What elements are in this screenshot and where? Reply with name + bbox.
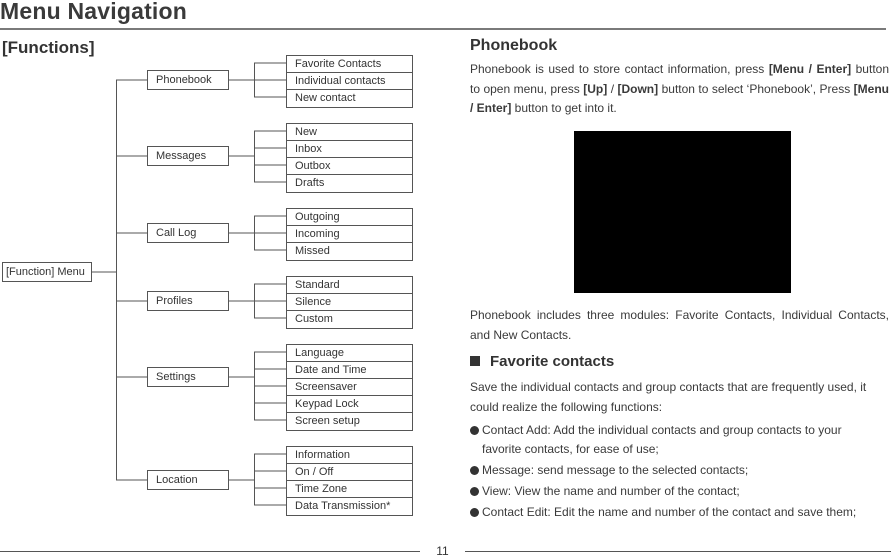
- menu-enter-key: [Menu / Enter]: [470, 81, 889, 115]
- category-phonebook: Phonebook: [147, 70, 229, 90]
- messages-submenu: [286, 123, 413, 193]
- down-key: [Down]: [617, 81, 659, 96]
- bullet-dot-icon: [470, 508, 479, 517]
- intro-text: /: [607, 81, 618, 96]
- list-item-text: Message: send message to the selected contacts;: [482, 463, 749, 477]
- phonebook-heading: Phonebook: [470, 37, 558, 54]
- location-submenu: [286, 446, 413, 516]
- submenu-item: Custom: [295, 313, 333, 325]
- list-item-text: Contact Edit: Edit the name and number of the contact and save them;: [482, 505, 857, 519]
- submenu-item: Drafts: [295, 177, 325, 189]
- submenu-item: Language: [287, 345, 412, 362]
- submenu-item: Favorite Contacts: [287, 56, 412, 73]
- footer-rule-left: [0, 551, 420, 552]
- submenu-item: Information: [287, 447, 412, 464]
- favorite-contacts-paragraph: Save the individual contacts and group contacts that are frequently used, it could realize the following functions:: [470, 380, 867, 414]
- submenu-item: New contact: [295, 92, 356, 104]
- intro-text: button to select ‘Phonebook’, Press: [658, 81, 854, 96]
- section-heading-text: Favorite contacts: [490, 353, 615, 370]
- list-item-text: View: View the name and number of the contact;: [482, 484, 740, 498]
- category-call-log: Call Log: [147, 223, 229, 243]
- footer-rule-right: [465, 551, 891, 552]
- phonebook-intro: [470, 60, 889, 119]
- submenu-item: Silence: [287, 294, 412, 311]
- intro-text: Phonebook is used to store contact information, press: [470, 62, 769, 76]
- bullet-dot-icon: [470, 466, 479, 475]
- list-item: [470, 482, 889, 501]
- bullet-dot-icon: [470, 487, 479, 496]
- list-item-continuation: favorite contacts, for ease of use;: [482, 442, 659, 456]
- submenu-item: Date and Time: [287, 362, 412, 379]
- root-function-menu: [Function] Menu: [2, 262, 92, 282]
- function-list: [470, 421, 889, 522]
- favorite-contacts-heading: [470, 353, 889, 370]
- submenu-item: Data Transmission*: [295, 500, 391, 512]
- category-profiles: Profiles: [147, 291, 229, 311]
- submenu-item: Keypad Lock: [287, 396, 412, 413]
- menu-enter-key: [Menu / Enter]: [768, 62, 852, 76]
- submenu-item: Individual contacts: [287, 73, 412, 90]
- call-log-submenu: [286, 208, 413, 261]
- page-number: 11: [436, 544, 449, 558]
- submenu-item: Missed: [295, 245, 330, 257]
- settings-submenu: [286, 344, 413, 431]
- intro-text: button to open menu, press: [470, 62, 890, 96]
- submenu-item: New: [287, 124, 412, 141]
- list-item-text: Contact Add: Add the individual contacts and group contacts to your: [482, 423, 842, 437]
- submenu-item: On / Off: [287, 464, 412, 481]
- modules-paragraph: Phonebook includes three modules: Favorite Contacts, Individual Contacts, and New Contacts.: [470, 308, 889, 342]
- list-item: [470, 503, 889, 522]
- device-screen-image: [574, 131, 791, 293]
- intro-text: button to get into it.: [511, 101, 617, 115]
- phonebook-submenu: [286, 55, 413, 108]
- profiles-submenu: [286, 276, 413, 329]
- bullet-dot-icon: [470, 426, 479, 435]
- submenu-item: Incoming: [287, 226, 412, 243]
- category-messages: Messages: [147, 146, 229, 166]
- submenu-item: Standard: [287, 277, 412, 294]
- functions-heading: [Functions]: [2, 38, 95, 57]
- submenu-item: Outgoing: [287, 209, 412, 226]
- submenu-item: Time Zone: [287, 481, 412, 498]
- submenu-item: Outbox: [287, 158, 412, 175]
- list-item: [470, 461, 889, 480]
- submenu-item: Screensaver: [287, 379, 412, 396]
- square-bullet-icon: [470, 356, 480, 366]
- submenu-item: Screen setup: [295, 415, 360, 427]
- page-title: Menu Navigation: [0, 0, 188, 24]
- up-key: [Up]: [583, 81, 608, 96]
- list-item: [470, 421, 889, 440]
- category-location: Location: [147, 470, 229, 490]
- submenu-item: Inbox: [287, 141, 412, 158]
- category-settings: Settings: [147, 367, 229, 387]
